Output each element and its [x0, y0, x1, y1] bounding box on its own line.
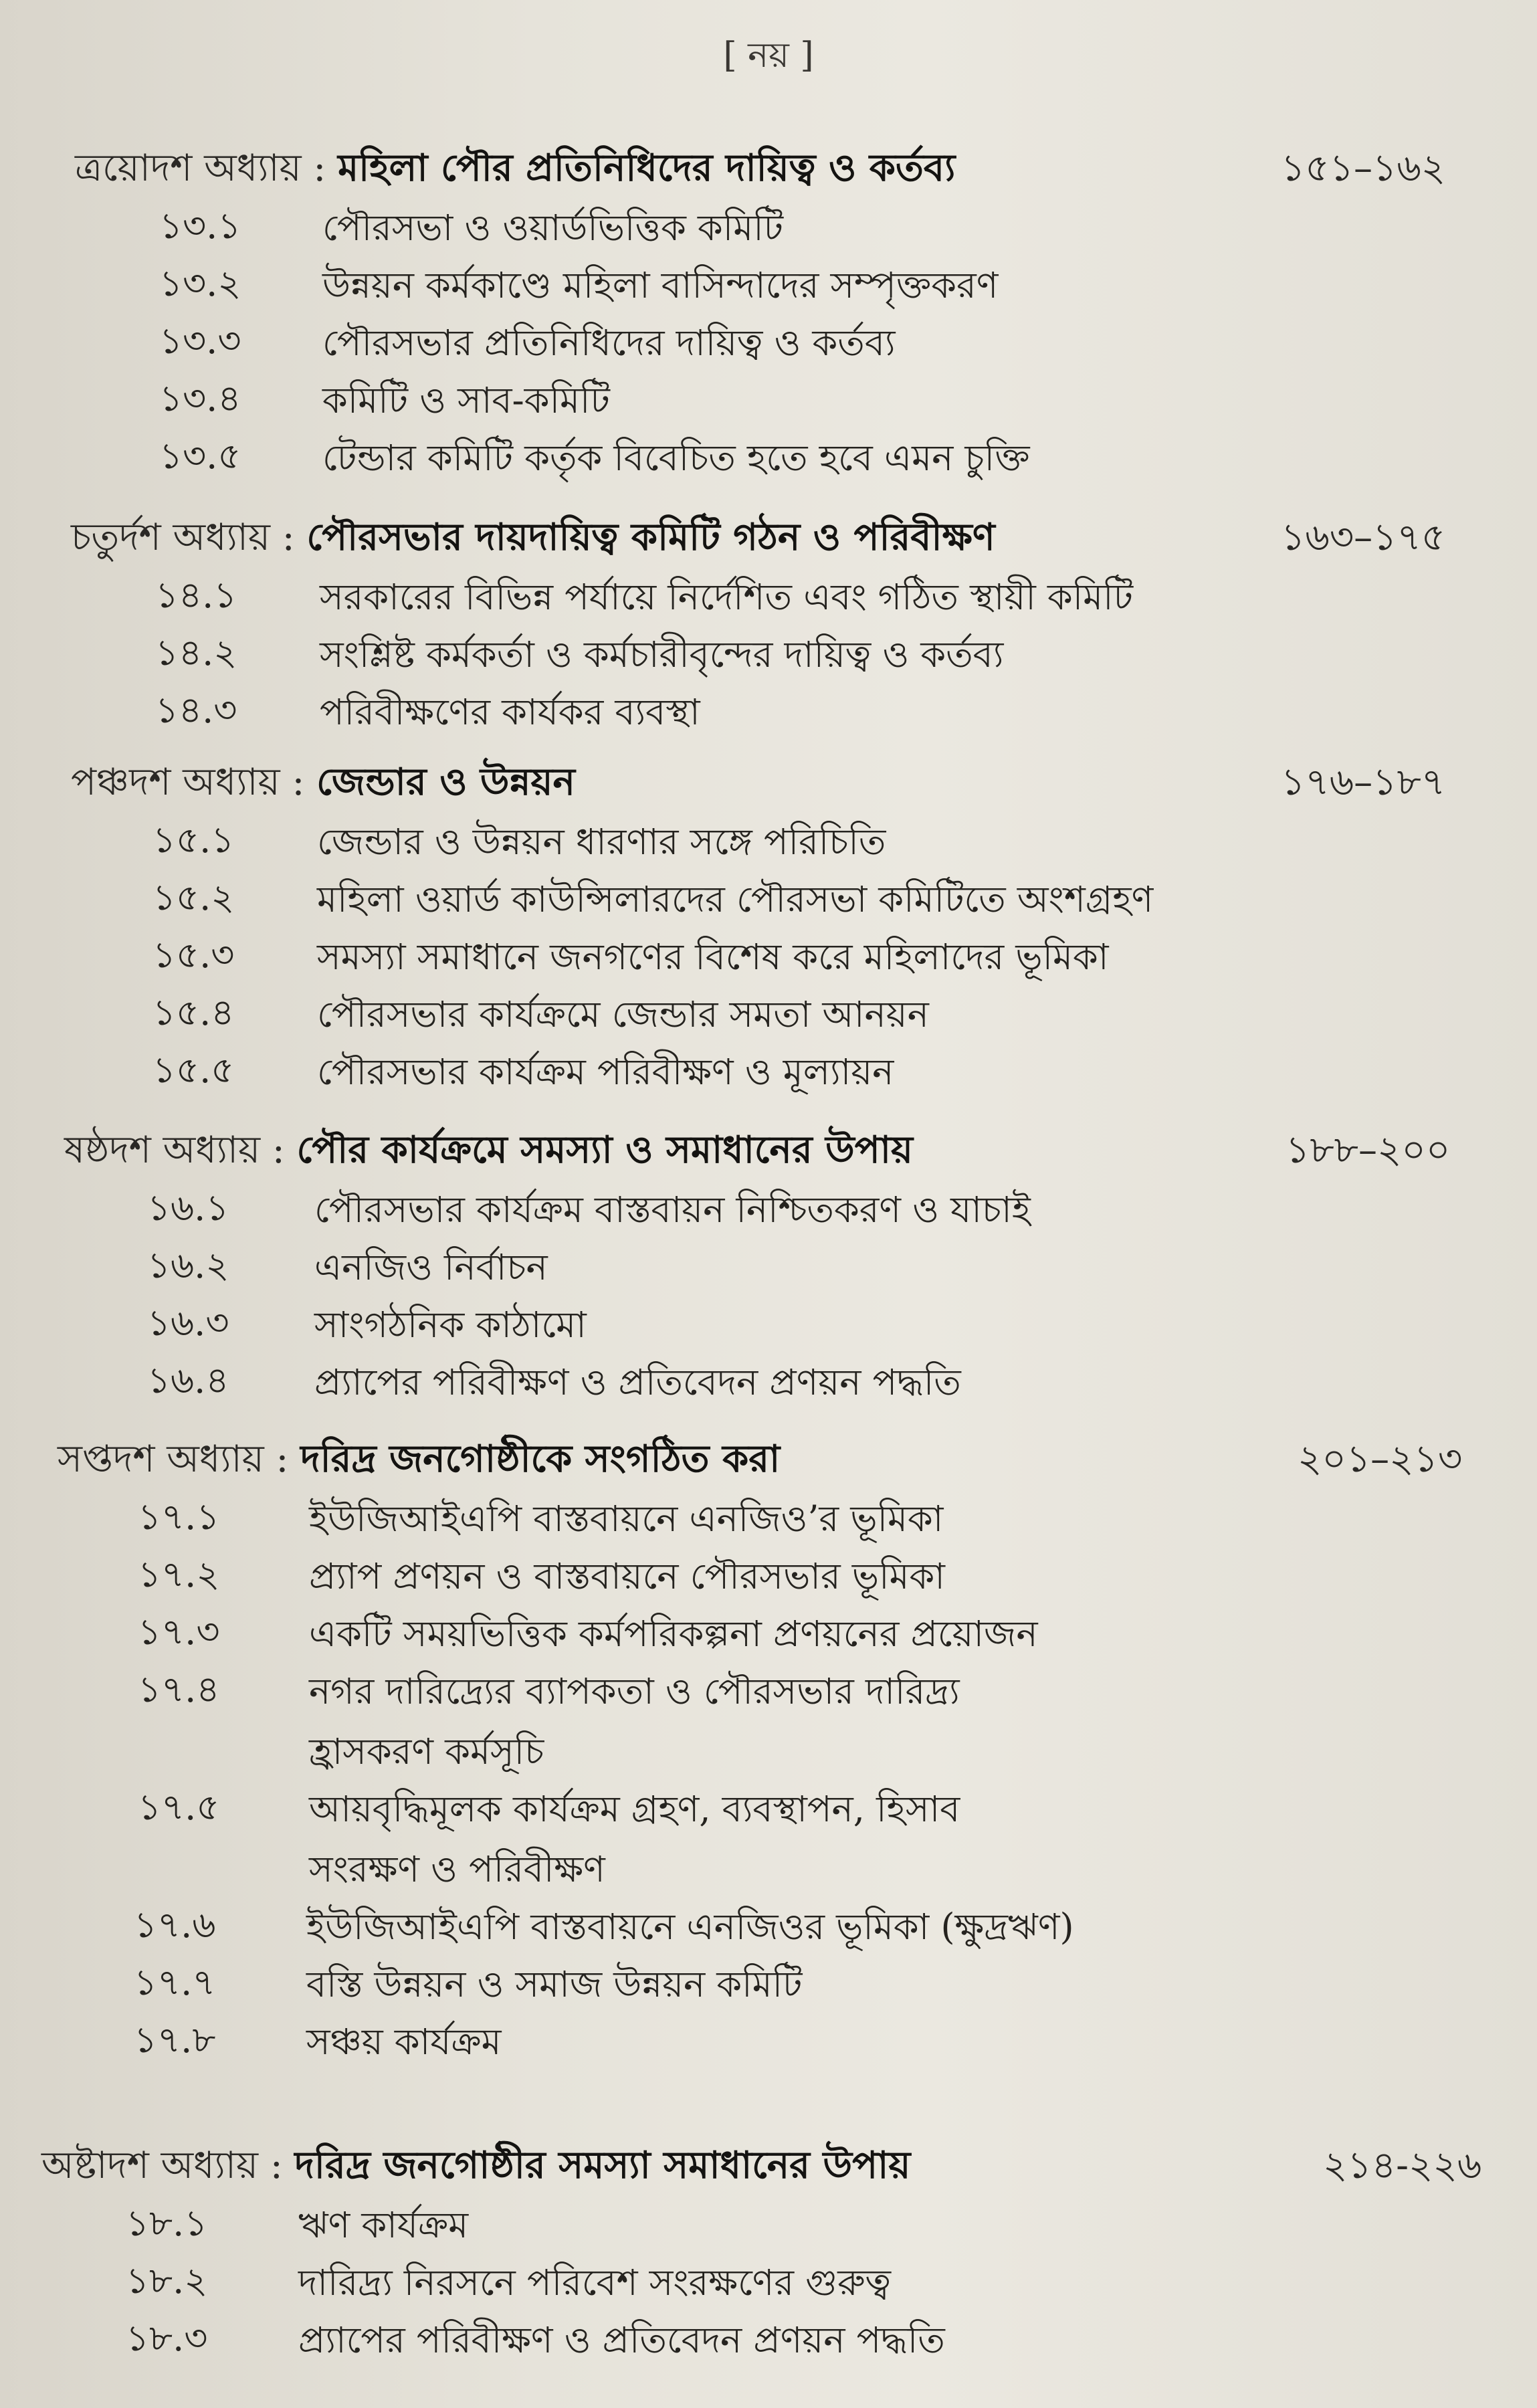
section-number: ১৪.৩ — [155, 689, 237, 731]
toc-item — [0, 1485, 1537, 1542]
section-number: ১৬.২ — [147, 1244, 229, 1286]
section-title: প্র্যাপ প্রণয়ন ও বাস্তবায়নে পৌরসভার ভূমিকা — [309, 1555, 945, 1597]
chapter-page-range: ২১৪-২২৬ — [1323, 2144, 1482, 2187]
section-number: ১৪.১ — [155, 574, 237, 616]
chapter-title: পৌর কার্যক্রমে সমস্যা ও সমাধানের উপায় — [296, 1128, 914, 1172]
toc-item — [0, 621, 1537, 678]
section-number: ১৩.৪ — [159, 377, 241, 419]
section-title: সঞ্চয় কার্যক্রম — [306, 2021, 502, 2063]
section-number: ১৭.৭ — [134, 1961, 216, 2003]
section-title: উন্নয়ন কর্মকাণ্ডে মহিলা বাসিন্দাদের সম্পৃক্তকরণ — [322, 264, 999, 306]
chapter-heading — [0, 1116, 1537, 1176]
section-number: ১৫.৪ — [152, 991, 235, 1033]
section-number: ১৮.২ — [126, 2260, 208, 2302]
section-title: জেন্ডার ও উন্নয়ন ধারণার সঙ্গে পরিচিতি — [317, 821, 886, 863]
chapter-15 — [0, 748, 1537, 1096]
chapter-16 — [0, 1116, 1537, 1406]
toc-item — [0, 1893, 1537, 1950]
toc-item — [0, 194, 1537, 252]
chapter-page-range: ১৭৬–১৮৭ — [1281, 761, 1446, 804]
chapter-heading — [0, 1425, 1537, 1485]
toc-item — [0, 866, 1537, 923]
toc-item — [0, 2191, 1537, 2249]
section-title: পৌরসভা ও ওয়ার্ডভিত্তিক কমিটি — [322, 207, 784, 249]
section-title: পৌরসভার কার্যক্রমে জেন্ডার সমতা আনয়ন — [317, 993, 929, 1035]
toc-item — [0, 1176, 1537, 1233]
section-number: ১৩.২ — [159, 262, 241, 304]
chapter-label: ত্রয়োদশ অধ্যায় : মহিলা পৌর প্রতিনিধিদের দায়িত্ব ও কর্তব্য — [75, 146, 956, 190]
chapter-label: সপ্তদশ অধ্যায় : দরিদ্র জনগোষ্ঠীকে সংগঠিত করা — [58, 1437, 781, 1481]
chapter-page-range: ২০১–২১৩ — [1298, 1437, 1463, 1481]
section-number: ১৮.১ — [126, 2202, 208, 2244]
chapter-title: পৌরসভার দায়দায়িত্ব কমিটি গঠন ও পরিবীক্ষণ — [306, 515, 995, 559]
section-title: একটি সময়ভিত্তিক কর্মপরিকল্পনা প্রণয়নের প্রয়োজন — [309, 1613, 1038, 1655]
toc-item — [0, 1950, 1537, 2008]
toc-item — [0, 1600, 1537, 1658]
section-title: আয়বৃদ্ধিমূলক কার্যক্রম গ্রহণ, ব্যবস্থাপন, হিসাব সংরক্ষণ ও পরিবীক্ষণ — [309, 1788, 960, 1890]
chapter-page-range: ১৮৮–২০০ — [1286, 1128, 1451, 1172]
chapter-page-range: ১৫১–১৬২ — [1281, 146, 1446, 190]
chapter-page-range: ১৬৩–১৭৫ — [1281, 516, 1446, 559]
section-title: পৌরসভার কার্যক্রম পরিবীক্ষণ ও মূল্যায়ন — [317, 1051, 894, 1093]
section-number: ১৪.২ — [155, 631, 237, 674]
section-title: পরিবীক্ষণের কার্যকর ব্যবস্থা — [320, 691, 700, 733]
toc-item — [0, 2306, 1537, 2364]
chapter-heading — [0, 2131, 1537, 2191]
toc-item — [0, 2249, 1537, 2306]
chapter-heading — [0, 748, 1537, 808]
section-title: সাংগঠনিক কাঠামো — [314, 1304, 587, 1346]
toc-item — [0, 424, 1537, 482]
section-number: ১৬.১ — [147, 1187, 229, 1229]
section-number: ১৩.৩ — [159, 320, 241, 362]
section-number: ১৫.৩ — [152, 934, 235, 976]
section-title: কমিটি ও সাব-কমিটি — [322, 379, 610, 421]
page-number: [ নয় ] — [723, 35, 814, 76]
toc-item — [0, 981, 1537, 1038]
toc-item — [0, 1658, 1537, 1775]
toc-item — [0, 1233, 1537, 1291]
section-title: মহিলা ওয়ার্ড কাউন্সিলারদের পৌরসভা কমিটিতে অংশগ্রহণ — [317, 878, 1154, 920]
section-title: সংশ্লিষ্ট কর্মকর্তা ও কর্মচারীবৃন্দের দায়িত্ব ও কর্তব্য — [320, 633, 1004, 676]
section-number: ১৫.১ — [152, 819, 235, 861]
section-title: ঋণ কার্যক্রম — [298, 2204, 469, 2246]
toc-item — [0, 252, 1537, 309]
section-title: নগর দারিদ্র্যের ব্যাপকতা ও পৌরসভার দারিদ্র্য হ্রাসকরণ কর্মসূচি — [309, 1670, 960, 1773]
chapter-title: মহিলা পৌর প্রতিনিধিদের দায়িত্ব ও কর্তব্য — [338, 146, 956, 190]
toc-item — [0, 2008, 1537, 2066]
section-number: ১৭.২ — [138, 1553, 220, 1595]
toc-item — [0, 1038, 1537, 1096]
section-title: সরকারের বিভিন্ন পর্যায়ে নির্দেশিত এবং গঠিত স্থায়ী কমিটি — [320, 576, 1134, 618]
chapter-title: দরিদ্র জনগোষ্ঠীকে সংগঠিত করা — [300, 1437, 781, 1481]
chapter-title: দরিদ্র জনগোষ্ঠীর সমস্যা সমাধানের উপায় — [294, 2143, 911, 2187]
section-number: ১৫.৫ — [152, 1049, 235, 1091]
section-title: প্র্যাপের পরিবীক্ষণ ও প্রতিবেদন প্রণয়ন পদ্ধতি — [314, 1361, 961, 1403]
section-title: প্র্যাপের পরিবীক্ষণ ও প্রতিবেদন প্রণয়ন পদ্ধতি — [298, 2319, 945, 2361]
chapter-13 — [0, 134, 1537, 482]
toc-item — [0, 1291, 1537, 1348]
section-number: ১৭.১ — [138, 1496, 220, 1538]
section-number: ১৭.৫ — [138, 1786, 220, 1828]
section-number: ১৭.৮ — [134, 2019, 216, 2061]
section-number: ১৩.১ — [159, 205, 241, 247]
toc-item — [0, 808, 1537, 866]
section-title: দারিদ্র্য নিরসনে পরিবেশ সংরক্ষণের গুরুত্ব — [298, 2262, 892, 2304]
chapter-title: জেন্ডার ও উন্নয়ন — [316, 760, 575, 804]
section-title: এনজিও নির্বাচন — [314, 1246, 548, 1288]
chapter-18 — [0, 2131, 1537, 2364]
section-number: ১৫.২ — [152, 876, 235, 918]
section-title: টেন্ডার কমিটি কর্তৃক বিবেচিত হতে হবে এমন চুক্তি — [322, 437, 1030, 479]
toc-item — [0, 309, 1537, 367]
section-title: সমস্যা সমাধানে জনগণের বিশেষ করে মহিলাদের ভূমিকা — [317, 936, 1109, 978]
toc-item — [0, 563, 1537, 621]
section-number: ১৬.৪ — [147, 1359, 229, 1401]
section-title: ইউজিআইএপি বাস্তবায়নে এনজিওর ভূমিকা (ক্ষুদ্রঋণ) — [306, 1906, 1074, 1948]
chapter-label: ষষ্ঠদশ অধ্যায় : পৌর কার্যক্রমে সমস্যা ও সমাধানের উপায় — [64, 1128, 914, 1172]
chapter-heading — [0, 503, 1537, 563]
section-number: ১৭.৬ — [134, 1904, 216, 1946]
toc-item — [0, 1775, 1537, 1893]
section-title: পৌরসভার কার্যক্রম বাস্তবায়ন নিশ্চিতকরণ ও যাচাই — [314, 1189, 1031, 1231]
section-number: ১৬.৩ — [147, 1302, 229, 1344]
chapter-label: অষ্টাদশ অধ্যায় : দরিদ্র জনগোষ্ঠীর সমস্যা সমাধানের উপায় — [41, 2143, 911, 2187]
toc-item — [0, 678, 1537, 736]
chapter-label: পঞ্চদশ অধ্যায় : জেন্ডার ও উন্নয়ন — [71, 760, 575, 804]
section-title: পৌরসভার প্রতিনিধিদের দায়িত্ব ও কর্তব্য — [322, 322, 896, 364]
toc-item — [0, 1348, 1537, 1406]
chapter-14 — [0, 503, 1537, 736]
toc-item — [0, 1542, 1537, 1600]
section-number: ১৩.৫ — [159, 435, 241, 477]
toc-item — [0, 367, 1537, 424]
section-number: ১৭.৩ — [138, 1611, 220, 1653]
chapter-17 — [0, 1425, 1537, 2066]
section-number: ১৮.৩ — [126, 2317, 208, 2359]
section-title: ইউজিআইএপি বাস্তবায়নে এনজিও’র ভূমিকা — [309, 1498, 944, 1540]
section-title: বস্তি উন্নয়ন ও সমাজ উন্নয়ন কমিটি — [306, 1963, 803, 2005]
chapter-label: চতুর্দশ অধ্যায় : পৌরসভার দায়দায়িত্ব কমিটি গঠন ও পরিবীক্ষণ — [71, 515, 995, 559]
chapter-heading — [0, 134, 1537, 194]
section-number: ১৭.৪ — [138, 1668, 220, 1710]
toc-item — [0, 923, 1537, 981]
